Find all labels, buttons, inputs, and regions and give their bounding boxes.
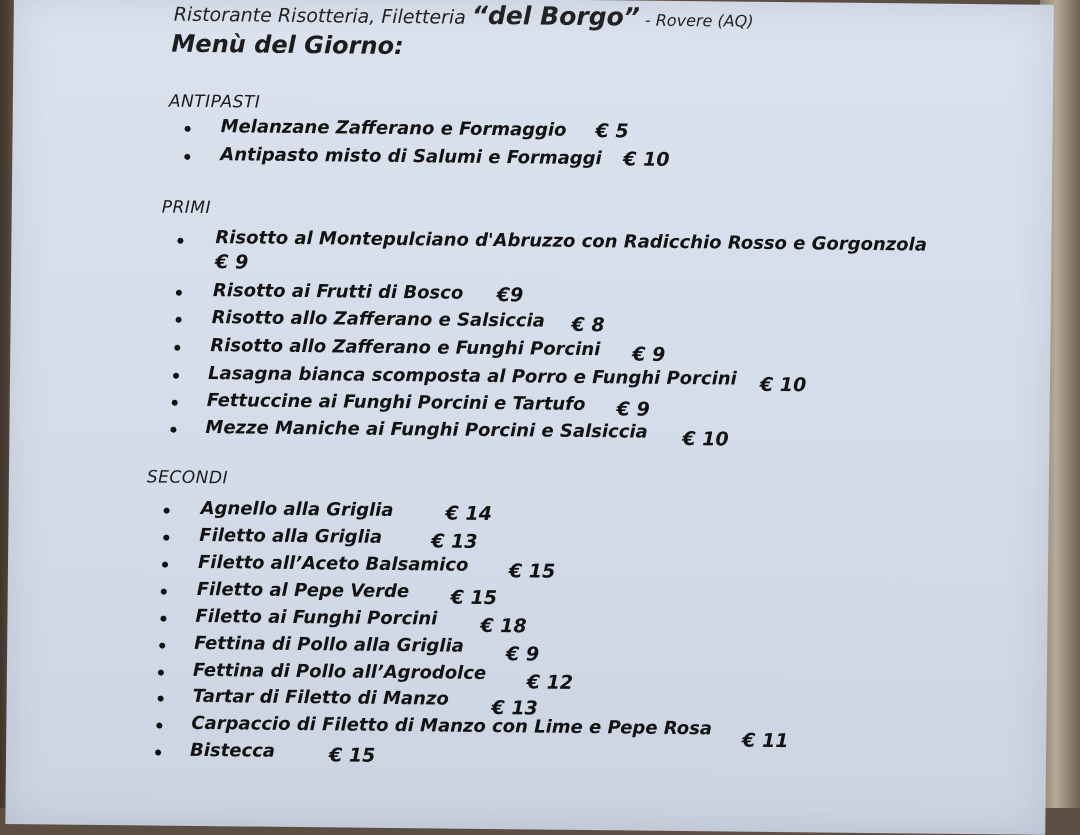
bullet-icon — [170, 427, 176, 433]
menu-item-name: Filetto alla Griglia — [199, 524, 383, 548]
menu-item-price: € 9 — [215, 251, 249, 274]
bullet-icon — [164, 508, 170, 514]
bullet-icon — [177, 238, 183, 244]
bullet-icon — [184, 154, 190, 160]
menu-item-price: € 12 — [526, 671, 574, 694]
bullet-icon — [173, 373, 179, 379]
bullet-icon — [162, 562, 168, 568]
section-title-secondi: SECONDI — [146, 467, 229, 489]
menu-item-name: Fettina di Pollo alla Griglia — [194, 632, 464, 657]
menu-item-price: € 8 — [571, 313, 605, 337]
bullet-icon — [159, 643, 165, 649]
bullet-icon — [158, 696, 164, 702]
menu-item-name: Tartar di Filetto di Manzo — [192, 685, 449, 710]
menu-item-price: € 9 — [632, 343, 666, 366]
menu-item-price: €9 — [496, 284, 524, 307]
menu-item-name: Fettuccine ai Funghi Porcini e Tartufo — [206, 390, 586, 416]
menu-item-name: Fettina di Pollo all’Agrodolce — [192, 659, 487, 684]
bullet-icon — [176, 290, 182, 296]
bullet-icon — [155, 750, 161, 756]
bullet-icon — [163, 535, 169, 541]
menu-sheet — [5, 0, 1054, 835]
menu-item-name: Filetto ai Funghi Porcini — [195, 605, 438, 630]
menu-item-name: Antipasto misto di Salumi e Formaggi — [220, 144, 602, 170]
menu-item-name: Mezze Maniche ai Funghi Porcini e Salsiccia — [205, 417, 648, 443]
menu-item-name: Risotto al Montepulciano d'Abruzzo con Radicchio Rosso e Gorgonzola — [215, 227, 928, 256]
menu-item-price: € 15 — [328, 744, 376, 767]
restaurant-brand: “del Borgo” — [471, 0, 640, 32]
menu-item-price: € 10 — [682, 428, 729, 451]
bullet-icon — [185, 126, 191, 132]
bullet-icon — [176, 317, 182, 323]
menu-item-price: € 9 — [616, 398, 650, 421]
menu-item-price: € 9 — [505, 643, 540, 666]
menu-item-name: Filetto all’Aceto Balsamico — [197, 551, 469, 576]
menu-item-price: € 13 — [491, 697, 538, 720]
menu-item-name: Risotto allo Zafferano e Salsiccia — [211, 307, 545, 332]
menu-item-name: Agnello alla Griglia — [200, 497, 394, 522]
menu-item-price: € 10 — [759, 373, 807, 397]
menu-item-name: Carpaccio di Filetto di Manzo con Lime e Pepe Rosa — [191, 712, 713, 740]
bullet-icon — [160, 616, 166, 622]
menu-item-price: € 10 — [623, 148, 670, 171]
section-title-primi: PRIMI — [161, 197, 212, 219]
menu-item-price: € 14 — [445, 502, 492, 526]
menu-item-name: Melanzane Zafferano e Formaggio — [220, 116, 567, 141]
bullet-icon — [161, 589, 167, 595]
menu-item-price: € 11 — [742, 729, 789, 753]
bullet-icon — [172, 400, 178, 406]
section-title-antipasti: ANTIPASTI — [168, 91, 261, 113]
menu-item-name: Lasagna bianca scomposta al Porro e Funghi Porcini — [207, 363, 737, 390]
menu-item-price: € 15 — [508, 560, 556, 583]
restaurant-header — [174, 0, 754, 33]
bullet-icon — [156, 723, 162, 729]
menu-item-name: Filetto al Pepe Verde — [196, 578, 410, 603]
menu-item-price: € 18 — [480, 614, 527, 638]
menu-item-name: Bistecca — [189, 739, 276, 762]
menu-item-price: € 13 — [431, 530, 478, 553]
menu-item-price: € 5 — [595, 120, 629, 143]
menu-item-name: Risotto ai Frutti di Bosco — [212, 280, 464, 304]
bullet-icon — [158, 670, 164, 676]
restaurant-prefix: Ristorante Risotteria, Filetteria — [173, 3, 472, 29]
menu-item-name: Risotto allo Zafferano e Funghi Porcini — [210, 335, 601, 361]
menu-title: Menù del Giorno: — [171, 29, 404, 61]
menu-item-price: € 15 — [450, 586, 498, 610]
restaurant-location: - Rovere (AQ) — [639, 10, 754, 31]
bullet-icon — [174, 345, 180, 351]
